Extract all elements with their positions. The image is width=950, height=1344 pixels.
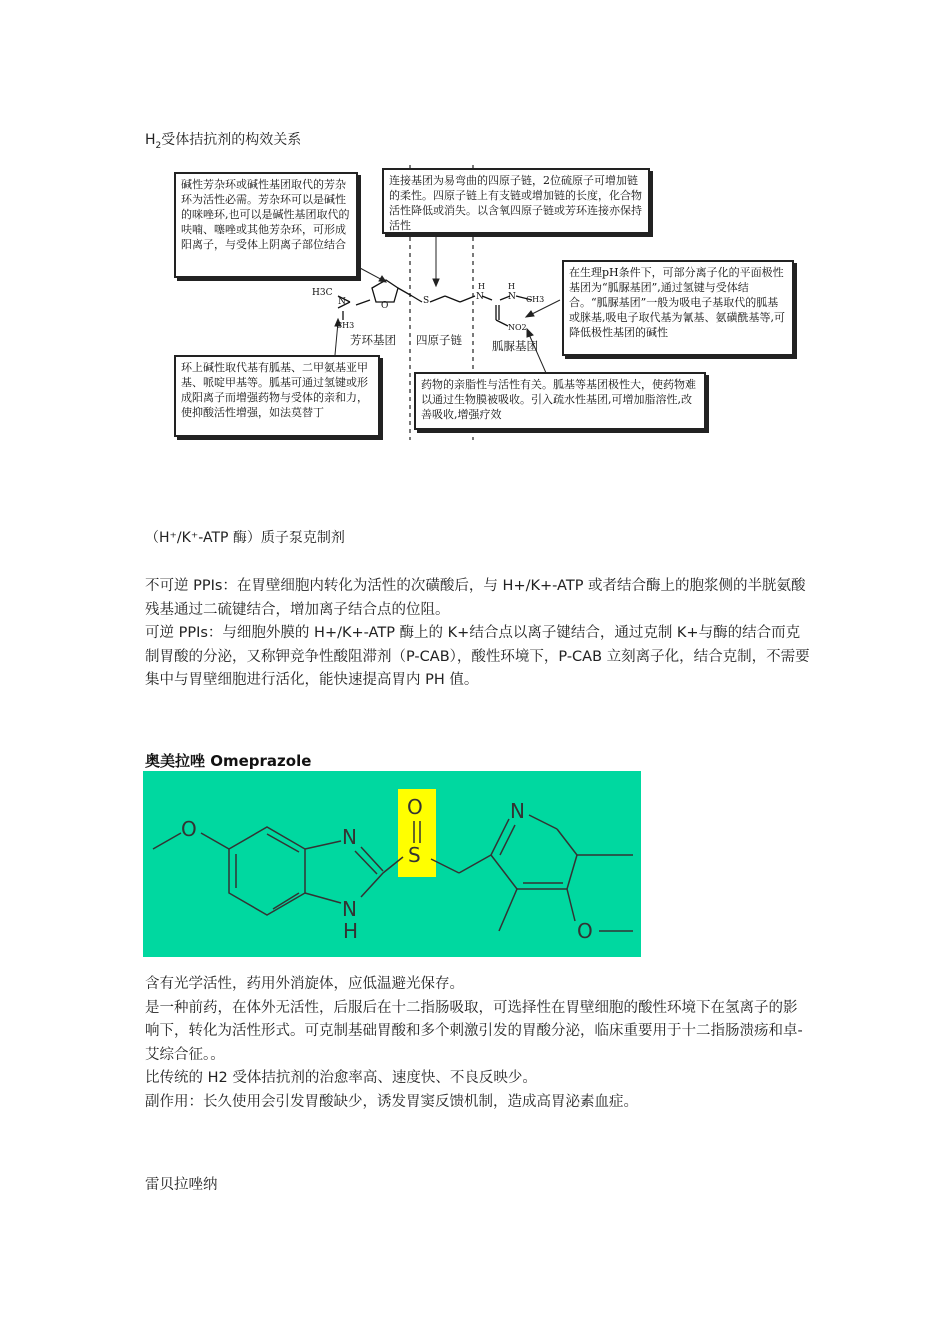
atom-o-furan: O bbox=[381, 301, 389, 311]
atom-n-pyridine: N bbox=[510, 799, 525, 823]
rabeprazole-title: 雷贝拉唑纳 bbox=[145, 1177, 218, 1193]
ppi-section-title: （H⁺/K⁺-ATP 酶）质子泵克制剂 bbox=[145, 530, 345, 546]
callout-polar: 在生理pH条件下，可部分离子化的平面极性基团为“胍脲基团”,通过氢键与受体结合。“胍脲基团”一般为吸电子基取代的胍基或脒基,吸电子取代基为氰基、氨磺酰基等,可降低极性基团的碱性 bbox=[562, 260, 794, 356]
atom-ch3-1: CH3 bbox=[336, 321, 355, 330]
omeprazole-paragraph-2: 是一种前药，在体外无活性，后服后在十二指肠吸取，可选择性在胃壁细胞的酸性环境下在氢离子的影响下，转化为活性形式。可克制基础胃酸和多个刺激引发的胃酸分泌，临床重要用于十二指肠溃疡和卓-艾综合征。。 bbox=[145, 999, 803, 1063]
h2-structure-bonds bbox=[338, 280, 532, 326]
atom-n1: N bbox=[338, 297, 346, 307]
atom-h2: H bbox=[508, 282, 515, 291]
omeprazole-paragraph-3: 比传统的 H2 受体拮抗剂的治愈率高、速度快、不良反映少。 bbox=[145, 1070, 537, 1086]
callout-basic-substituent: 环上碱性取代基有胍基、二甲氨基亚甲基、哌啶甲基等。胍基可通过氢键或形成阳离子而增强药物与受体的亲和力，使抑酸活性增强，如法莫替丁 bbox=[174, 355, 380, 437]
omeprazole-bonds bbox=[153, 815, 633, 931]
callout-lipophilic: 药物的亲脂性与活性有关。胍基等基团极性大，使药物难以通过生物膜被吸收。引入疏水性基团,可增加脂溶性,改善吸收,增强疗效 bbox=[414, 372, 706, 430]
omeprazole-title: 奥美拉唑 Omeprazole bbox=[145, 752, 312, 770]
title-subscript: 2 bbox=[155, 140, 162, 151]
h2-section-title bbox=[145, 129, 301, 151]
callout-aromatic: 碱性芳杂环或碱性基团取代的芳杂环为活性必需。芳杂环可以是碱性的咪唑环,也可以是碱性基团取代的呋喃、噻唑或其他芳杂环，可形成阳离子，与受体上阴离子部位结合 bbox=[174, 172, 358, 278]
ppi-paragraph-irreversible: 不可逆 PPIs：在胃壁细胞内转化为活性的次磺酸后，与 H+/K+-ATP 或者结合酶上的胞浆侧的半胱氨酸残基通过二硫键结合，增加离子结合点的位阻。 bbox=[145, 578, 806, 618]
ppi-paragraphs bbox=[145, 575, 810, 693]
atom-h-bottom: H bbox=[343, 919, 359, 943]
ppi-paragraph-reversible: 可逆 PPIs：与细胞外膜的 H+/K+-ATP 酶上的 K+结合点以离子键结合，通过克制 K+与酶的结合而克制胃酸的分泌，又称钾竞争性酸阻滞剂（P-CAB），酸性环境下，P-CAB 立刻离子化，结合克制，不需要集中与胃壁细胞进行活化，能快速提高胃内 PH 值。 bbox=[145, 625, 810, 688]
atom-n2: N bbox=[476, 292, 484, 302]
atom-s: S bbox=[408, 843, 421, 867]
omeprazole-structure bbox=[143, 771, 641, 957]
atom-no2: NO2 bbox=[508, 323, 527, 332]
atom-s: S bbox=[423, 296, 430, 306]
callout-linker: 连接基团为易弯曲的四原子链，2位硫原子可增加链的柔性。四原子链上有支链或增加链的长度，化合物活性降低或消失。以含氧四原子链或芳环连接亦保持活性 bbox=[382, 168, 650, 234]
atom-h1: H bbox=[478, 282, 485, 291]
title-prefix: H bbox=[145, 132, 156, 148]
atom-ch3-2: CH3 bbox=[526, 295, 545, 304]
atom-h3c: H3C bbox=[312, 288, 333, 298]
label-urea-group: 胍脲基团 bbox=[492, 339, 538, 353]
atom-n-bottom: N bbox=[342, 897, 357, 921]
atom-n-top: N bbox=[342, 825, 357, 849]
title-rest: 受体拮抗剂的构效关系 bbox=[161, 132, 302, 148]
atom-o-methoxy-right: O bbox=[577, 919, 593, 943]
omeprazole-paragraph-1: 含有光学活性，药用外消旋体，应低温避光保存。 bbox=[145, 976, 464, 992]
h2-sar-figure bbox=[160, 160, 800, 445]
atom-n3: N bbox=[508, 292, 516, 302]
omeprazole-paragraphs bbox=[145, 973, 810, 1114]
label-four-atom-chain: 四原子链 bbox=[416, 333, 462, 347]
label-aromatic-group: 芳环基团 bbox=[350, 333, 396, 347]
omeprazole-svg bbox=[143, 771, 641, 957]
omeprazole-paragraph-4: 副作用：长久使用会引发胃酸缺少，诱发胃窦反馈机制，造成高胃泌素血症。 bbox=[145, 1093, 638, 1110]
atom-o-sulfoxide: O bbox=[407, 795, 423, 819]
atom-o-methoxy-left: O bbox=[181, 817, 197, 841]
